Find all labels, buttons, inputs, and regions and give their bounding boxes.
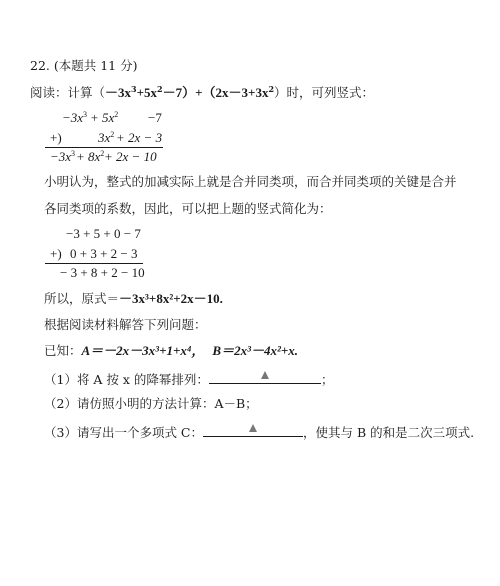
question-3: （3）请写出一个多项式 C： ，使其与 B 的和是二次三项式. xyxy=(44,422,474,441)
question-1: （1）将 A 按 x 的降幂排列： ； xyxy=(44,369,333,388)
v1-row1-term3: −7 xyxy=(148,110,162,125)
intro-text: 计算（ xyxy=(67,85,106,100)
paragraph-line-2: 各同类项的系数，因此，可以把上题的竖式简化为： xyxy=(44,201,332,216)
v1-row2-term1: $3x^2$ xyxy=(98,130,115,145)
intro-line: 阅读：计算$(-3x^3+5x^2-7)+(2x-3+3x^2)$时，可列竖式： xyxy=(30,84,375,100)
intro-label: 阅读： xyxy=(30,85,68,100)
known-line xyxy=(44,343,298,359)
problem-points: (本题共 11 分) xyxy=(53,58,138,73)
intro-expr-part4: ）时，可列竖式： xyxy=(274,85,375,100)
v2-row1: −3 + 5 + 0 − 7 xyxy=(66,226,141,241)
v1-row3-term2: + $8x^2$ xyxy=(76,149,105,164)
conclusion-prefix: 所以，原式＝ xyxy=(44,291,120,306)
problem-number: 22. xyxy=(30,58,50,73)
conclusion-expr: －3x³+8x²+2x－10. xyxy=(119,291,223,306)
q1-label: （1）将 A 按 x 的降幂排列： xyxy=(44,372,209,387)
v1-row3-term3: + 2x − 10 xyxy=(104,149,157,164)
intro-expr-part2: +5x xyxy=(136,85,158,100)
problem-header xyxy=(30,58,137,74)
v1-row1-term1: $-3x^3$ xyxy=(62,110,88,125)
v1-sum-rule xyxy=(45,147,163,148)
v1-row3-term1: $-3x^3$ xyxy=(50,149,76,164)
v1-row2-sign: +) xyxy=(50,130,62,145)
intro-expr-part1: －3x xyxy=(105,85,132,100)
q3-answer-blank[interactable] xyxy=(203,422,303,437)
v1-row1-term2: + $5x^2$ xyxy=(90,110,119,125)
v2-row2-sign: +) xyxy=(50,246,62,261)
intro-expr-part3: －7）+（2x－3+3x xyxy=(162,85,269,100)
v2-row3: − 3 + 8 + 2 − 10 xyxy=(60,265,145,280)
question-2: （2）请仿照小明的方法计算：A－B； xyxy=(44,396,258,411)
paragraph-line-1: 小明认为，整式的加减实际上就是合并同类项，而合并同类项的关键是合并 xyxy=(44,174,457,189)
v2-row2: 0 + 3 + 2 − 3 xyxy=(70,246,138,261)
question-intro: 根据阅读材料解答下列问题： xyxy=(44,317,207,332)
known-A: A＝－2x－3x³+1+x⁴， xyxy=(81,343,205,358)
q1-answer-blank[interactable] xyxy=(209,369,321,384)
v2-sum-rule xyxy=(45,263,143,264)
known-B: B＝2x³－4x²+x. xyxy=(212,343,299,358)
q3-label: （3）请写出一个多项式 C： xyxy=(44,425,203,440)
v1-row2-term2: + 2x − 3 xyxy=(116,130,163,145)
known-prefix: 已知： xyxy=(44,343,82,358)
triangle-icon xyxy=(260,370,270,380)
conclusion-line xyxy=(44,291,223,307)
triangle-icon xyxy=(248,423,258,433)
